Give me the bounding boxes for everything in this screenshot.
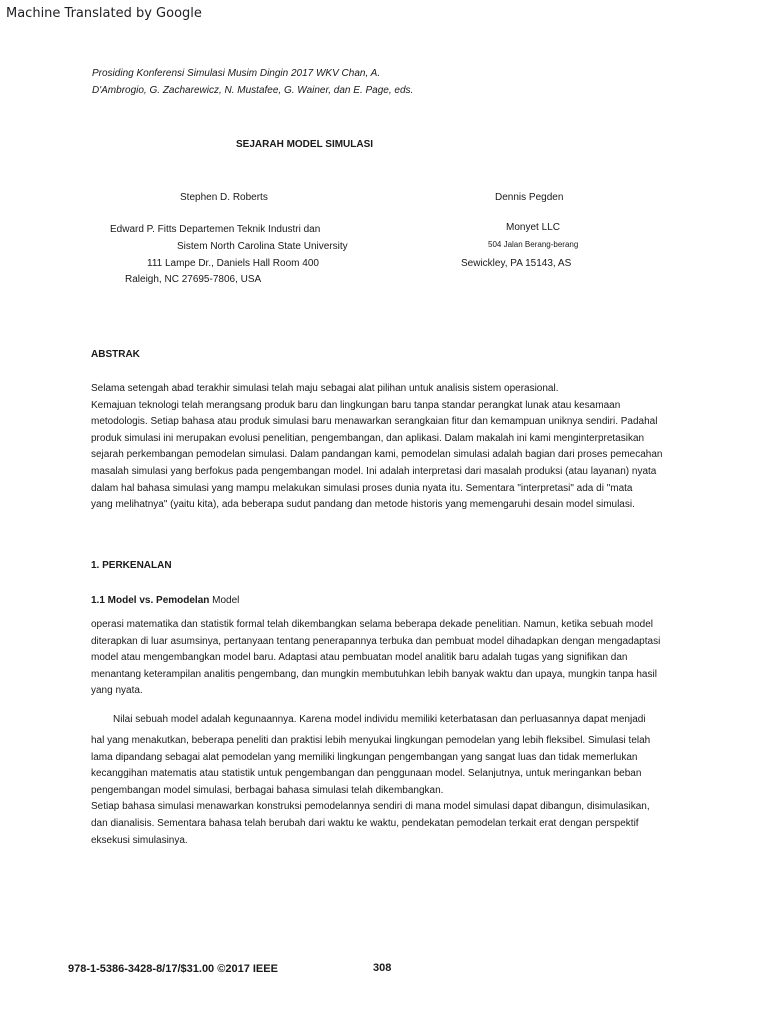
subsection-lead-word: Model	[209, 595, 240, 606]
paragraph-line: kecanggihan matematis atau statistik untuk pengembangan dan penggunaan model. Selanjutnya, untuk meringankan beban	[91, 768, 642, 780]
abstract-heading: ABSTRAK	[91, 349, 140, 360]
section1-paragraph-2	[91, 733, 650, 849]
paragraph-line: hal yang menakutkan, beberapa peneliti dan praktisi lebih menyukai lingkungan pemodelan yang lebih fleksibel. Simulasi telah	[91, 735, 651, 746]
author2-name: Dennis Pegden	[495, 192, 564, 203]
machine-translation-banner: Machine Translated by Google	[6, 6, 202, 21]
abstract-line: sejarah perkembangan pemodelan simulasi. Dalam pandangan kami, pemodelan simulasi adalah bagian dari proses pemecahan	[91, 449, 663, 461]
section1-paragraph-2-first-line: Nilai sebuah model adalah kegunaannya. Karena model individu memiliki keterbatasan dan perluasannya dapat menjadi	[113, 714, 646, 725]
abstract-line: yang melihatnya" (yaitu kita), ada beberapa sudut pandang dan metode historis yang memengaruhi desain model simulasi.	[91, 499, 635, 511]
paper-title: SEJARAH MODEL SIMULASI	[236, 139, 374, 150]
paragraph-line: menantang keterampilan analitis pengembang, dan mungkin membutuhkan lebih banyak waktu dan upaya, mungkin tanpa hasil	[91, 668, 657, 680]
author2-address-line-1: 504 Jalan Berang-berang	[488, 240, 579, 249]
abstract-text	[91, 381, 662, 514]
section-heading-introduction: 1. PERKENALAN	[91, 560, 172, 571]
proceedings-line-1: Prosiding Konferensi Simulasi Musim Dingin 2017 WKV Chan, A.	[92, 68, 381, 79]
footer-isbn-copyright: 978-1-5386-3428-8/17/$31.00 ©2017 IEEE	[68, 963, 278, 975]
abstract-line: Selama setengah abad terakhir simulasi telah maju sebagai alat pilihan untuk analisis sistem operasional.	[91, 383, 559, 394]
subsection-title: 1.1 Model vs. Pemodelan	[91, 595, 210, 606]
proceedings-line-2: D'Ambrogio, G. Zacharewicz, N. Mustafee, G. Wainer, dan E. Page, eds.	[92, 85, 414, 96]
author2-affiliation: Monyet LLC	[506, 222, 560, 233]
author1-address-line-1: 111 Lampe Dr., Daniels Hall Room 400	[147, 258, 319, 269]
paragraph-line: yang nyata.	[91, 685, 143, 697]
abstract-line: dalam hal bahasa simulasi yang mampu melakukan simulasi proses dunia nyata itu. Sementara "interpretasi" ada di "mata	[91, 482, 633, 494]
paragraph-line: model atau mengembangkan model baru. Adaptasi atau pembuatan model analitik baru adalah tugas yang signifikan dan	[91, 652, 628, 664]
section1-paragraph-1	[91, 617, 660, 700]
subsection-heading	[91, 595, 239, 606]
paragraph-line: eksekusi simulasinya.	[91, 834, 188, 846]
author1-affiliation-line-1: Edward P. Fitts Departemen Teknik Industri dan	[110, 224, 321, 235]
author2-address-line-2: Sewickley, PA 15143, AS	[461, 258, 572, 269]
paragraph-line: diterapkan di luar asumsinya, pertanyaan tentang penerapannya terbuka dan pembuat model dihadapkan dengan mengadaptasi	[91, 635, 661, 647]
abstract-line: masalah simulasi yang berfokus pada pengembangan model. Ini adalah interpretasi dari masalah produksi (atau layanan) nyata	[91, 465, 657, 477]
abstract-line: produk simulasi ini merupakan evolusi penelitian, pengembangan, dan aplikasi. Dalam makalah ini kami menginterpretasikan	[91, 432, 645, 444]
paragraph-line: operasi matematika dan statistik formal telah dikembangkan selama beberapa dekade penelitian. Namun, ketika sebuah model	[91, 619, 653, 630]
abstract-line: Kemajuan teknologi telah merangsang produk baru dan lingkungan baru tanpa standar perangkat lunak atau kesamaan	[91, 399, 621, 411]
paragraph-line: pengembangan model simulasi, berbagai bahasa simulasi telah dikembangkan.	[91, 784, 444, 796]
page-number: 308	[373, 962, 392, 974]
author1-name: Stephen D. Roberts	[180, 192, 268, 203]
paragraph-line: Setiap bahasa simulasi menawarkan konstruksi pemodelannya sendiri di mana model simulasi dapat dibangun, disimulasikan,	[91, 801, 650, 813]
abstract-line: metodologis. Setiap bahasa atau produk simulasi baru menawarkan serangkaian fitur dan kemampuan uniknya sendiri. Padahal	[91, 416, 658, 428]
author1-address-line-2: Raleigh, NC 27695-7806, USA	[125, 274, 262, 285]
paragraph-line: lama dipandang sebagai alat pemodelan yang memiliki lingkungan pengembangan yang sangat luas dan tidak memerlukan	[91, 751, 638, 763]
paragraph-line: dan dianalisis. Sementara bahasa telah berubah dari waktu ke waktu, pendekatan pemodelan terkait erat dengan perspektif	[91, 817, 639, 829]
author1-affiliation-line-2: Sistem North Carolina State University	[177, 241, 348, 252]
